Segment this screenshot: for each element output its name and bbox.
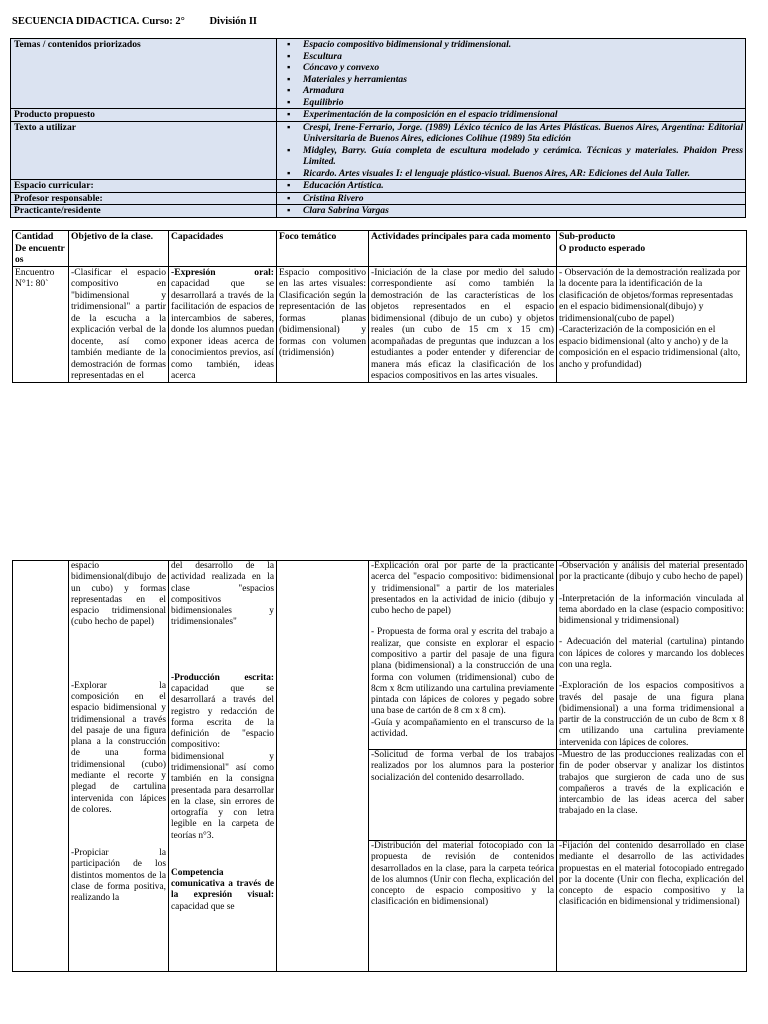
texto-cell <box>277 121 746 180</box>
capacidad-title: -Expresión oral: <box>171 266 274 278</box>
encuentro-cell-continued <box>13 561 69 972</box>
foco-cell-continued <box>277 561 369 972</box>
header-subproducto-line1: Sub-producto <box>559 231 616 242</box>
temas-list <box>279 39 743 108</box>
producto-label: Producto propuesto <box>11 109 277 122</box>
espacio-label: Espacio curricular: <box>11 180 277 193</box>
header-foco: Foco temático <box>277 231 369 267</box>
practicante-label: Practicante/residente <box>11 205 277 218</box>
practicante-row <box>11 205 746 218</box>
actividad-text: -Explicación oral por parte de la practicante acerca del "espacio compositivo: bidimensional y tridimensional" a partir de los materiales presentados en la actividad de inicio (dibujo y cubo hecho de papel) <box>371 561 554 617</box>
actividad-text: -Guía y acompañamiento en el transcurso de la actividad. <box>371 717 554 739</box>
capacidades-cell <box>169 266 277 382</box>
objetivo-text: -Explorar la composición en el espacio bidimensional y tridimensional a través del pasaje de una figura plana a la construcción de una forma tridimensional (cubo) mediante el recorte y plegad de cartulina intervenida con lápices de colores. <box>71 680 166 815</box>
subproducto-item: -Caracterización de la composición en el espacio bidimensional (alto y ancho) y de la composición en el espacio tridimensional (alto, ancho y profundidad) <box>559 324 741 370</box>
actividades-cell: -Iniciación de la clase por medio del saludo correspondiente así como también la demostración de las características de los objetos representados en el espacio bidimensional (dibujo de un cubo) y objetos reales (un cubo de 15 cm x 15 cm) acompañadas de preguntas que induzcan a los estudiantes a poder entender y diferenciar de manera más eficaz la clasificación de los espacios compositivos en las artes visuales. <box>369 266 557 382</box>
actividades-cell <box>369 561 557 750</box>
temas-label: Temas / contenidos priorizados <box>11 39 277 109</box>
encuentro-cell: Encuentro N°1: 80` <box>13 266 69 382</box>
capacidades-cell-continued <box>169 561 277 972</box>
profesor-value: ▪ Cristina Rivero <box>301 193 743 205</box>
capacidad-title: -Producción escrita: <box>171 672 274 683</box>
lesson-table <box>12 230 747 383</box>
producto-cell <box>277 109 746 122</box>
objetivo-text: -Propiciar la participación de los distintos momentos de la clase de forma positiva, realizando la <box>71 848 166 904</box>
tema-item: ▪ Armadura <box>301 85 743 97</box>
subproducto-cell: -Fijación del contenido desarrollado en clase mediante el desarrollo de las actividades propuestas en el material fotocopiado entregado por la docente (Unir con flecha, explicación del concepto de espacio compositivo y la clasificación en bidimensional y tridimensional) <box>557 840 747 971</box>
subproducto-item: -Exploración de los espacios compositivos a través del pasaje de una figura plana (bidimensional) a una forma tridimensional a partir de la construcción de un cubo de 8cm x 8 cm utilizando una cartulina previamente intervenida con lápices de colores. <box>559 681 744 748</box>
subproducto-cell <box>557 561 747 750</box>
header-actividades: Actividades principales para cada momento <box>369 231 557 267</box>
objetivo-cell: -Clasificar el espacio compositivo en "bidimensional y tridimensional" a partir de la escucha a la explicación verbal de la docente, así como también mediante de la demostración de formas representadas en el <box>69 266 169 382</box>
objetivo-cell-continued <box>69 561 169 972</box>
texto-item: ▪ Ricardo. Artes visuales I: el lenguaje plástico-visual. Buenos Aires, AR: Ediciones del Aula Taller. <box>301 168 743 180</box>
lesson-table-continued <box>12 560 747 972</box>
textos-list <box>279 122 743 180</box>
profesor-cell <box>277 192 746 205</box>
subproducto-cell: -Muestro de las producciones realizadas con el fin de poder observar y analizar los distintos trabajos que surgieron de cada uno de sus compañeros a través de la explicación e intercambio de las ideas acerca del saber trabajado en la clase. <box>557 749 747 840</box>
subproducto-item: - Adecuación del material (cartulina) pintando con lápices de colores y marcando los dobleces con una regla. <box>559 637 744 670</box>
subproducto-item: -Observación y análisis del material presentado por la practicante (dibujo y cubo hecho de papel) <box>559 561 744 583</box>
lesson-header-row <box>13 231 747 267</box>
producto-row <box>11 109 746 122</box>
info-table <box>10 38 746 218</box>
document-heading <box>12 16 257 29</box>
subproducto-item: - Observación de la demostración realizada por la docente para la identificación de la clasificación de objetos/formas representadas en el espacio bidimensional(dibujo) y tridimensional(cubo de papel) <box>559 266 741 324</box>
capacidad-text: capacidad que se desarrollará a través de la facilitación de espacios de intercambios de saberes, donde los alumnos puedan exponer ideas acerca de conocimientos previos, así como también, ideas acerca <box>171 278 274 381</box>
tema-item: ▪ Equilibrio <box>301 97 743 109</box>
practicante-cell <box>277 205 746 218</box>
espacio-row <box>11 180 746 193</box>
tema-item: ▪ Cóncavo y convexo <box>301 62 743 74</box>
tema-item: ▪ Materiales y herramientas <box>301 74 743 86</box>
objetivo-text: espacio bidimensional(dibujo de un cubo) y formas representadas en el espacio tridimensional (cubo hecho de papel) <box>71 561 166 628</box>
texto-row <box>11 121 746 180</box>
document-title: SECUENCIA DIDACTICA. Curso: 2° <box>12 16 185 27</box>
tema-item: ▪ Espacio compositivo bidimensional y tridimensional. <box>301 39 743 51</box>
header-capacidades: Capacidades <box>169 231 277 267</box>
actividades-cell: -Distribución del material fotocopiado con la propuesta de revisión de contenidos desarrollados en la clase, para la carpeta teórica de los alumnos (Unir con flecha, explicación del concepto de espacio compositivo y la clasificación en bidimensional) <box>369 840 557 971</box>
profesor-row <box>11 192 746 205</box>
capacidad-text: capacidad que se <box>171 901 235 912</box>
header-objetivo: Objetivo de la clase. <box>69 231 169 267</box>
texto-item: ▪ Midgley, Barry. Guía completa de escultura modelado y cerámica. Técnicas y materiales. Phaidon Press Limited. <box>301 145 743 168</box>
producto-value: ▪ Experimentación de la composición en el espacio tridimensional <box>301 109 743 121</box>
foco-cell: Espacio compositivo en las artes visuales: Clasificación según la representación de las formas planas (bidimensional) y formas con volumen (tridimensión) <box>277 266 369 382</box>
espacio-cell <box>277 180 746 193</box>
capacidad-text: capacidad que se desarrollará a través del registro y redacción de forma escrita de la definición de "espacio compositivo: bidimensional y tridimensional" así como también en la consigna presentada para desarrollar en la clase, sin errores de ortografía y con letra legible en la carpeta de teorías n°3. <box>171 683 274 841</box>
header-subproducto <box>557 231 747 267</box>
capacidad-text: del desarrollo de la actividad realizada en la clase "espacios compositivos bidimensionales y tridimensionales" <box>171 561 274 628</box>
actividad-text: - Propuesta de forma oral y escrita del trabajo a realizar, que consiste en explorar el espacio compositivo a partir del pasaje de una figura plana (bidimensional) a la construcción de una forma con volumen (tridimensional) cubo de 8cm x 8cm utilizando una cartulina previamente pintada con lápices de colores y pegado sobre una base de cartón de 8 cm x 8 cm). <box>371 627 554 717</box>
temas-cell <box>277 39 746 109</box>
temas-row <box>11 39 746 109</box>
subproducto-cell <box>557 266 747 382</box>
division-label: División II <box>209 16 257 27</box>
capacidad-title: Competencia comunicativa a través de la expresión visual: <box>171 867 274 901</box>
texto-item: ▪ Crespi, Irene-Ferrario, Jorge. (1989) Léxico técnico de las Artes Plásticas. Buenos Aires, Argentina: Editorial Universitaria de Buenos Aires, ediciones Colihue (1989) 5ta edición <box>301 122 743 145</box>
header-cantidad: Cantidad De encuentr os <box>13 231 69 267</box>
espacio-value: ▪ Educación Artística. <box>301 180 743 192</box>
subproducto-item: -Interpretación de la información vinculada al tema abordado en la clase (espacio compositivo: bidimensional y tridimensional) <box>559 593 744 627</box>
header-subproducto-line2: O producto esperado <box>559 242 646 254</box>
profesor-label: Profesor responsable: <box>11 192 277 205</box>
actividades-cell: -Solicitud de forma verbal de los trabajos realizados por los alumnos para la posterior socialización del contenido desarrollado. <box>369 749 557 840</box>
lesson-row <box>13 266 747 382</box>
practicante-value: ▪ Clara Sabrina Vargas <box>301 205 743 217</box>
texto-label: Texto a utilizar <box>11 121 277 180</box>
lesson-row-continued <box>13 561 747 750</box>
tema-item: ▪ Escultura <box>301 51 743 63</box>
